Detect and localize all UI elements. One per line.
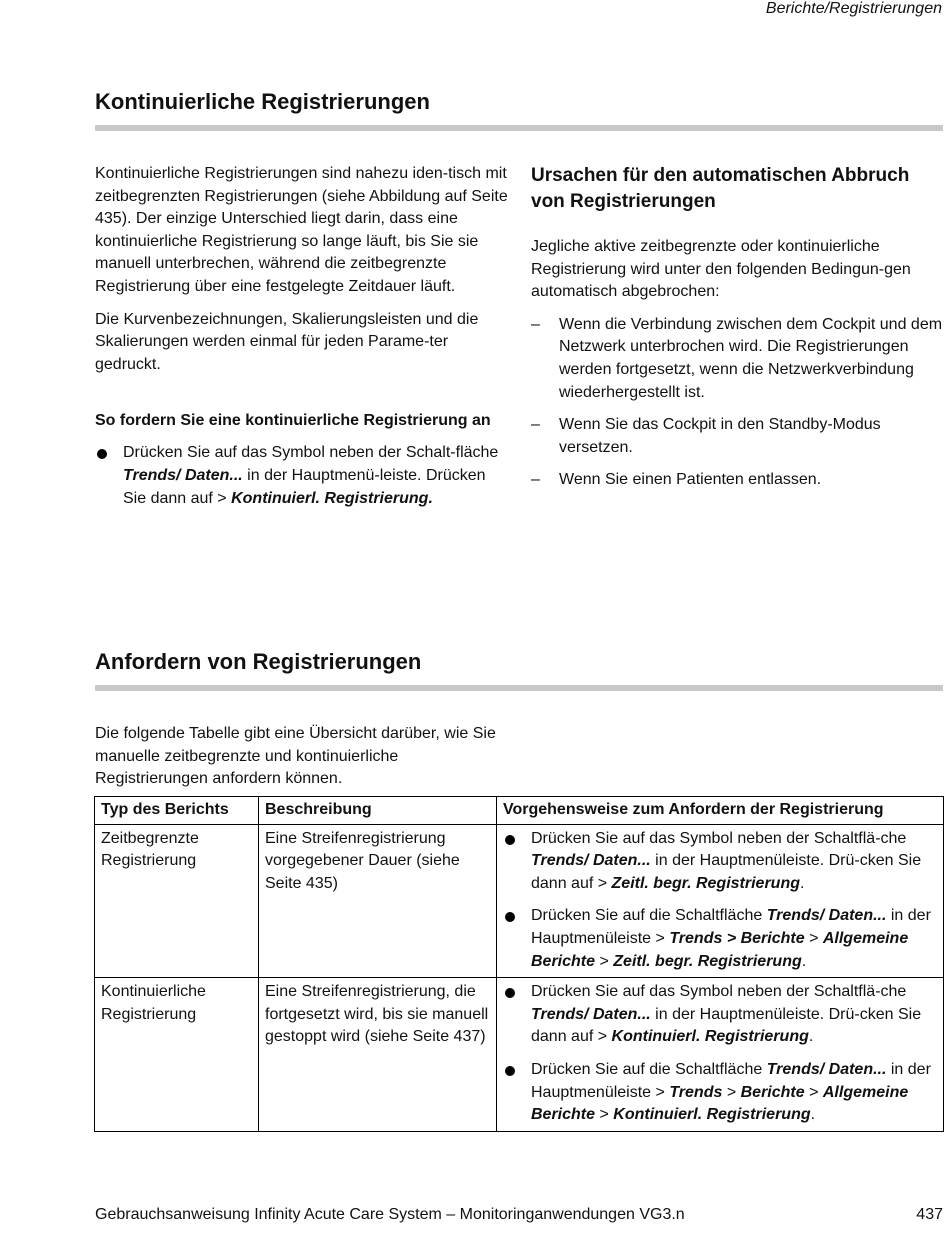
- section-title-request: Anfordern von Registrierungen: [95, 649, 422, 674]
- section-rule: [95, 125, 943, 131]
- section-title-continuous: Kontinuierliche Registrierungen: [95, 89, 430, 114]
- paragraph: Die folgende Tabelle gibt eine Übersicht darüber, wie Sie manuelle zeitbegrenzte und kontinuierliche Registrierungen anfordern können.: [95, 725, 496, 788]
- bullet-icon: [97, 449, 107, 459]
- subheading-abort: Ursachen für den automatischen Abbruch von Registrierungen: [531, 165, 910, 212]
- list-item: – Wenn Sie einen Patienten entlassen.: [531, 469, 943, 492]
- table-row: [95, 978, 944, 1132]
- column-header: Beschreibung: [259, 797, 497, 825]
- column-header: Vorgehensweise zum Anfordern der Registrierung: [497, 797, 944, 825]
- type-cell: Kontinuierliche Registrierung: [95, 978, 259, 1132]
- procedure-item: Drücken Sie auf die Schaltfläche Trends/ Daten... in der Hauptmenüleiste > Trends > Berichte > Allgemeine Berichte > Zeitl. begr. Registrierung.: [503, 905, 937, 973]
- procedure-cell: [497, 978, 944, 1132]
- running-header: Berichte/Registrierungen: [765, 0, 942, 17]
- instruction-item: Drücken Sie auf das Symbol neben der Schalt-fläche Trends/ Daten... in der Hauptmenü-leiste. Drücken Sie dann auf > Kontinuierl. Registrierung.: [95, 442, 510, 510]
- bullet-icon: [505, 835, 515, 845]
- table-row: [95, 824, 944, 978]
- howto-heading: So fordern Sie eine kontinuierliche Registrierung an: [95, 412, 491, 430]
- description-cell: Eine Streifenregistrierung vorgegebener Dauer (siehe Seite 435): [259, 824, 497, 978]
- dash-marker: –: [531, 471, 540, 489]
- procedure-item: Drücken Sie auf das Symbol neben der Schaltflä-che Trends/ Daten... in der Hauptmenüleiste. Drü-cken Sie dann auf > Zeitl. begr. Registrierung.: [503, 828, 937, 896]
- list-item: – Wenn Sie das Cockpit in den Standby-Modus versetzen.: [531, 416, 881, 456]
- table-header-row: [95, 797, 944, 825]
- dash-marker: –: [531, 416, 540, 434]
- bullet-icon: [505, 988, 515, 998]
- bullet-icon: [505, 912, 515, 922]
- request-table: [94, 796, 944, 1132]
- left-column: [95, 163, 510, 510]
- bullet-icon: [505, 1066, 515, 1076]
- paragraph: Jegliche aktive zeitbegrenzte oder kontinuierliche Registrierung wird unter den folgenden Bedingun-gen automatisch abgebrochen:: [531, 238, 911, 301]
- procedure-cell: [497, 824, 944, 978]
- paragraph: Kontinuierliche Registrierungen sind nahezu iden-tisch mit zeitbegrenzten Registrierungen (siehe Abbildung auf Seite 435). Der einzige Unterschied liegt darin, dass eine kontinuierliche Registrierung so lange läuft, bis Sie sie manuell unterbrechen, während die zeitbegrenzte Registrierung über eine festgelegte Zeitdauer läuft.: [95, 165, 508, 295]
- dash-marker: –: [531, 315, 540, 333]
- section-rule: [95, 685, 943, 691]
- description-cell: Eine Streifenregistrierung, die fortgesetzt wird, bis sie manuell gestoppt wird (siehe Seite 437): [259, 978, 497, 1132]
- page-number: 437: [916, 1206, 943, 1223]
- list-item: – Wenn die Verbindung zwischen dem Cockpit und dem Netzwerk unterbrochen wird. Die Registrierungen werden fortgesetzt, wenn die Netzwerkverbindung wiederhergestellt ist.: [531, 315, 943, 401]
- paragraph: Die Kurvenbezeichnungen, Skalierungsleisten und die Skalierungen werden einmal für jeden Parame-ter gedruckt.: [95, 310, 479, 373]
- procedure-item: Drücken Sie auf das Symbol neben der Schaltflä-che Trends/ Daten... in der Hauptmenüleiste. Drü-cken Sie dann auf > Kontinuierl. Registrierung.: [503, 981, 937, 1049]
- type-cell: Zeitbegrenzte Registrierung: [95, 824, 259, 978]
- procedure-item: Drücken Sie auf die Schaltfläche Trends/ Daten... in der Hauptmenüleiste > Trends > Berichte > Allgemeine Berichte > Kontinuierl. Registrierung.: [503, 1059, 937, 1127]
- right-column: [531, 163, 943, 492]
- footer-text: Gebrauchsanweisung Infinity Acute Care System – Monitoringanwendungen VG3.n: [95, 1206, 685, 1223]
- column-header: Typ des Berichts: [95, 797, 259, 825]
